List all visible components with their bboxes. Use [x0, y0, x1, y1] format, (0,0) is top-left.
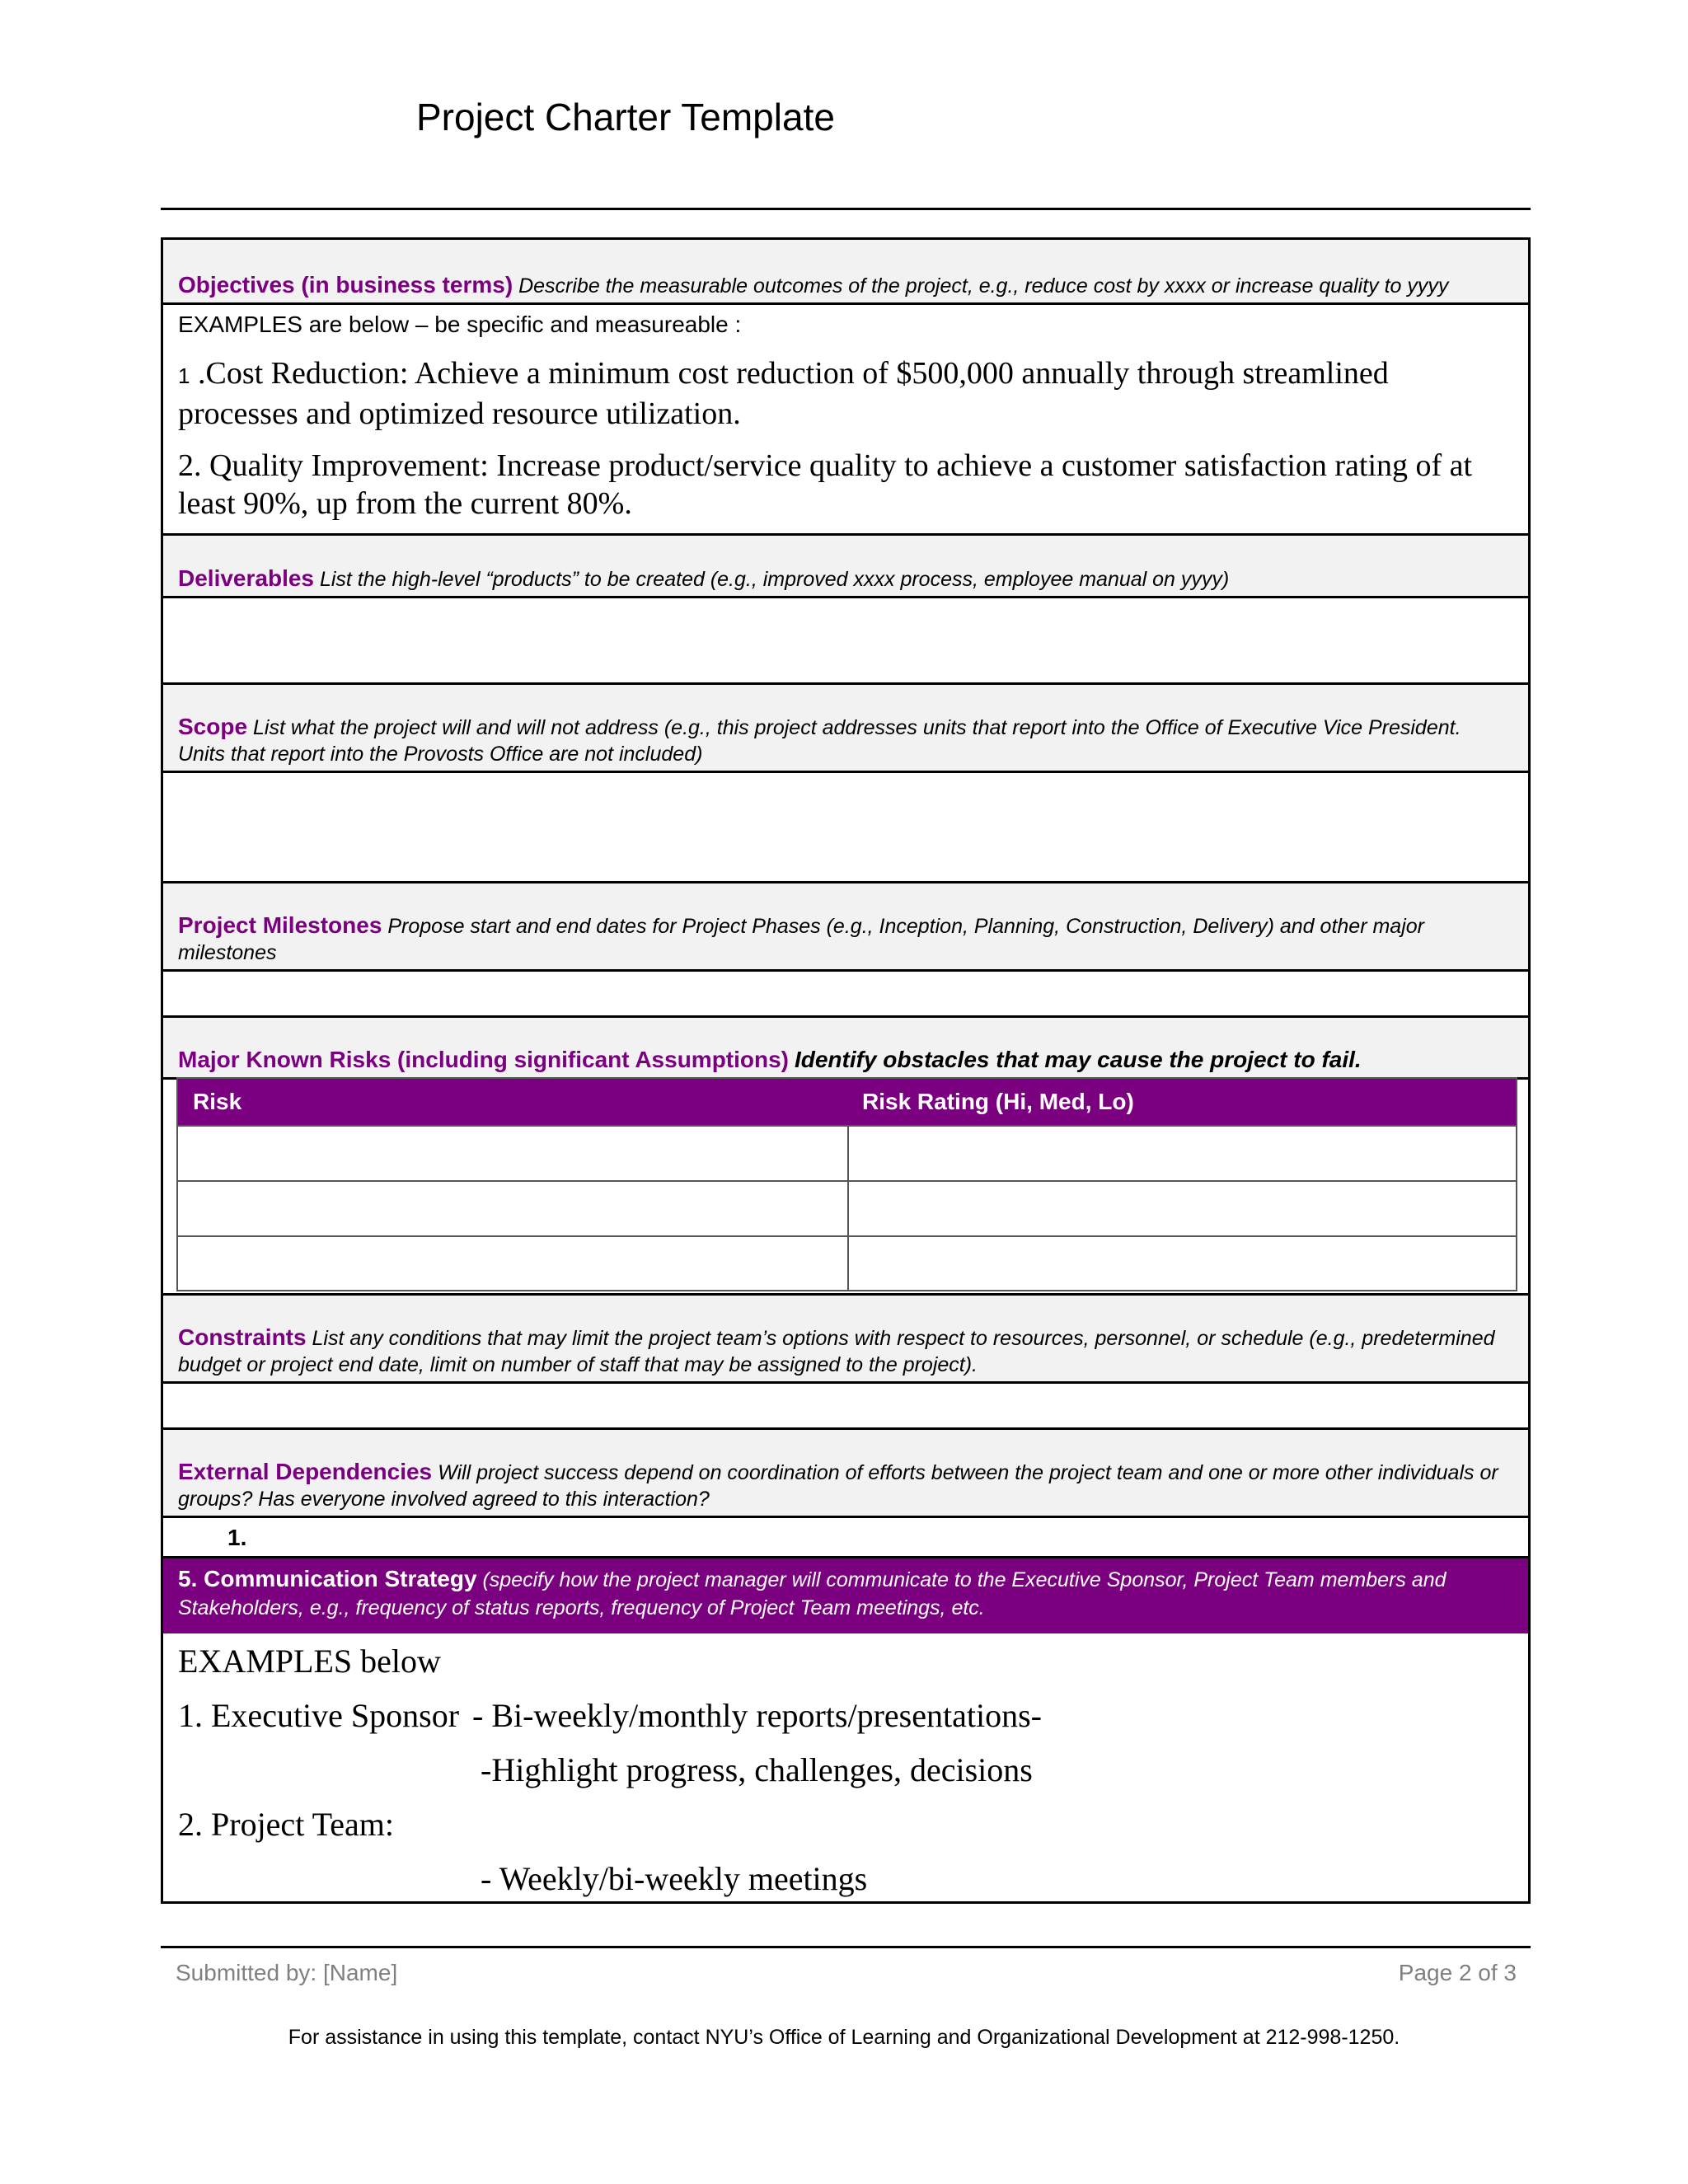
objectives-description: Describe the measurable outcomes of the project, e.g., reduce cost by xxxx or increase quality to yyyy	[518, 274, 1449, 298]
constraints-description: List any conditions that may limit the project team’s options with respect to resources, personnel, or schedule (e.g., predetermined budget or project end date, limit on number of staff that may be assigned to the project).	[178, 1327, 1495, 1376]
dependencies-description: Will project success depend on coordination of efforts between the project team and one or more other individuals or groups? Has everyone involved agreed to this interaction?	[178, 1461, 1498, 1511]
risk-rating-cell-2[interactable]	[849, 1182, 1516, 1235]
risk-cell-2[interactable]	[178, 1182, 847, 1235]
objectives-header	[163, 240, 1528, 302]
risk-table	[176, 1077, 1517, 1291]
deliverables-label: Deliverables	[178, 565, 314, 591]
deliverables-description: List the high-level “products” to be created (e.g., improved xxxx process, employee manual on yyyy)	[319, 568, 1230, 591]
communication-line-3: 2. Project Team:	[178, 1806, 394, 1843]
milestones-body[interactable]	[163, 969, 1528, 1015]
communication-header	[163, 1556, 1528, 1633]
assistance-note: For assistance in using this template, contact NYU’s Office of Learning and Organizational Development at 212-998-1250.	[288, 2026, 1400, 2049]
risks-label: Major Known Risks (including significant Assumptions)	[178, 1047, 790, 1072]
communication-label: 5. Communication Strategy	[178, 1566, 477, 1591]
dependencies-label: External Dependencies	[178, 1459, 433, 1484]
page-title: Project Charter Template	[416, 96, 835, 138]
risk-cell-1[interactable]	[178, 1127, 847, 1180]
header-divider	[161, 208, 1531, 210]
risk-rating-cell-1[interactable]	[849, 1127, 1516, 1180]
communication-line-1a: 1. Executive Sponsor	[178, 1697, 460, 1734]
charter-form	[161, 237, 1531, 1904]
scope-label: Scope	[178, 714, 248, 739]
objectives-body[interactable]	[163, 302, 1528, 533]
risk-rating-cell-3[interactable]	[849, 1237, 1516, 1290]
communication-description: (specify how the project manager will communicate to the Executive Sponsor, Project Team members and Stakeholders, e.g., frequency of status reports, frequency of Project Team meetings, etc.	[178, 1568, 1447, 1619]
objective-item-2: 2. Quality Improvement: Increase product/service quality to achieve a customer satisfaction rating of at least 90%, up from the current 80%.	[178, 448, 1473, 521]
constraints-header	[163, 1293, 1528, 1381]
objective-item-1	[178, 354, 1495, 433]
communication-line-4: - Weekly/bi-weekly meetings	[481, 1860, 868, 1897]
risks-header	[163, 1015, 1528, 1077]
dependencies-body[interactable]	[163, 1516, 1528, 1556]
risks-description: Identify obstacles that may cause the project to fail.	[794, 1047, 1362, 1072]
communication-body[interactable]	[163, 1633, 1528, 1901]
risk-cell-3[interactable]	[178, 1237, 847, 1290]
submitted-by: Submitted by: [Name]	[176, 1960, 398, 1985]
scope-header	[163, 682, 1528, 771]
risk-table-header	[178, 1079, 1516, 1125]
objective-item-1-text: .Cost Reduction: Achieve a minimum cost reduction of $500,000 annually through streamlined processes and optimized resource utilization.	[178, 356, 1389, 431]
communication-examples: EXAMPLES below	[178, 1643, 441, 1680]
deliverables-body[interactable]	[163, 596, 1528, 682]
scope-description: List what the project will and will not address (e.g., this project addresses units that report into the Office of Executive Vice President. Units that report into the Provosts Office are not included)	[178, 716, 1461, 766]
page-number: Page 2 of 3	[1398, 1960, 1517, 1985]
constraints-body[interactable]	[163, 1381, 1528, 1427]
footer-divider	[161, 1946, 1531, 1948]
deliverables-header	[163, 533, 1528, 596]
milestones-description: Propose start and end dates for Project Phases (e.g., Inception, Planning, Construction, Delivery) and other major milestones	[178, 915, 1424, 964]
dependencies-header	[163, 1427, 1528, 1516]
objective-item-1-number: 1	[178, 363, 190, 388]
objectives-label: Objectives (in business terms)	[178, 272, 513, 298]
objectives-intro: EXAMPLES are below – be specific and measureable :	[178, 312, 742, 337]
constraints-label: Constraints	[178, 1324, 307, 1350]
risk-rating-column-header: Risk Rating (Hi, Med, Lo)	[862, 1089, 1134, 1114]
milestones-header	[163, 881, 1528, 969]
communication-line-2: -Highlight progress, challenges, decisions	[481, 1751, 1033, 1788]
risk-column-header: Risk	[193, 1089, 242, 1114]
communication-line-1b: - Bi-weekly/monthly reports/presentations-	[472, 1697, 1042, 1734]
milestones-label: Project Milestones	[178, 912, 382, 938]
scope-body[interactable]	[163, 771, 1528, 881]
dependency-item-1: 1.	[227, 1525, 247, 1550]
